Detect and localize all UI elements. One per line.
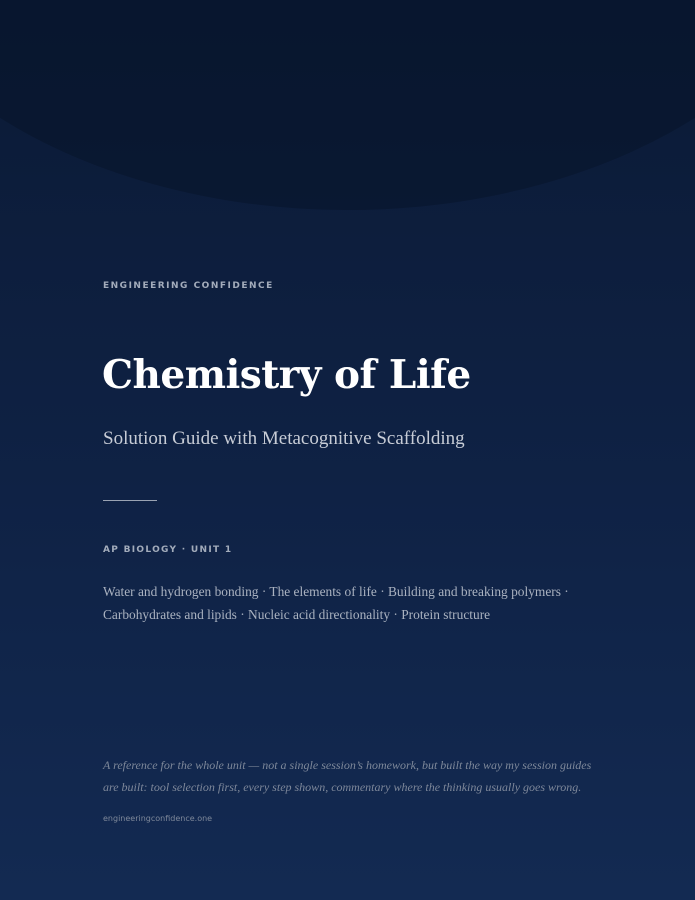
brand-eyebrow: ENGINEERING CONFIDENCE: [103, 281, 274, 291]
topics-line: Carbohydrates and lipids · Nucleic acid directionality · Protein structure: [103, 607, 491, 622]
description-blurb: [103, 754, 603, 798]
website-link[interactable]: engineeringconfidence.one: [103, 814, 213, 823]
blurb-line: A reference for the whole unit — not a single session’s homework, but built the way my session guides: [103, 758, 592, 772]
topics-list: [103, 580, 603, 626]
page-title: Chemistry of Life: [102, 352, 471, 398]
page-subtitle: Solution Guide with Metacognitive Scaffolding: [103, 428, 465, 449]
unit-label: AP BIOLOGY · UNIT 1: [103, 545, 233, 555]
background-arc: [0, 0, 695, 210]
blurb-line: are built: tool selection first, every step shown, commentary where the thinking usually goes wrong.: [103, 780, 582, 794]
topics-line: Water and hydrogen bonding · The elements of life · Building and breaking polymers ·: [103, 584, 569, 599]
divider-rule: [103, 500, 157, 501]
